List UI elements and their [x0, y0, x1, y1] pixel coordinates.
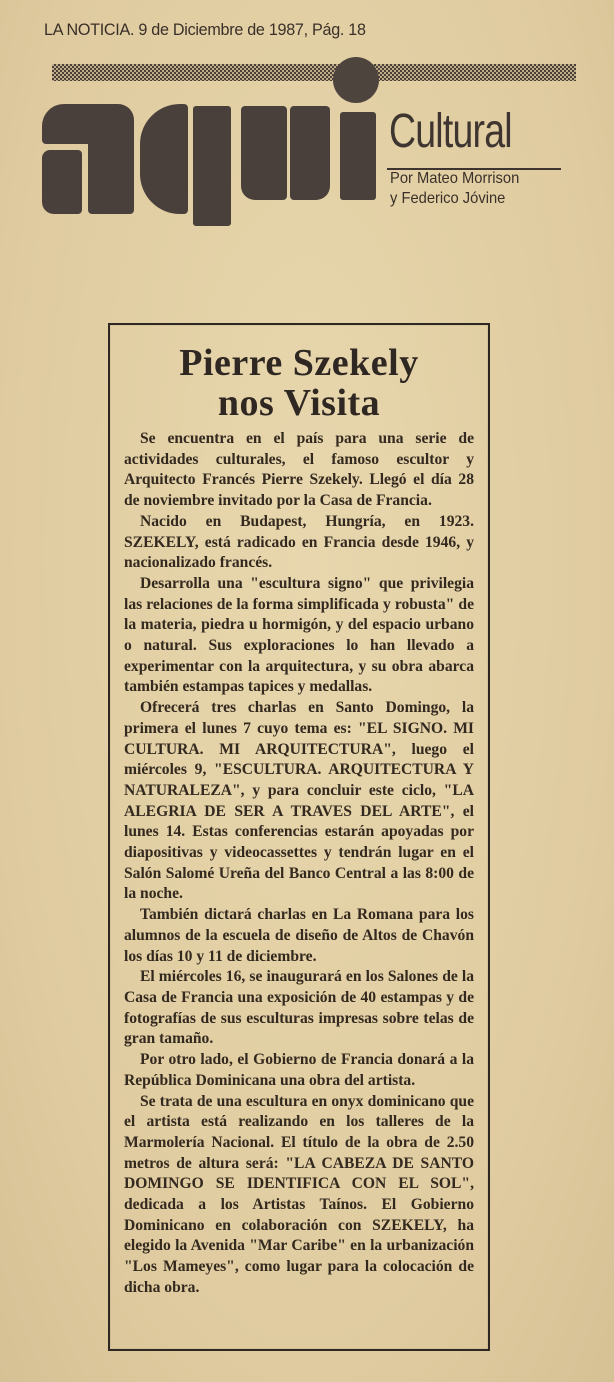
title-line-2: nos Visita [217, 382, 381, 424]
aqui-logo [42, 98, 382, 228]
byline-author-2: y Federico Jóvine [390, 190, 506, 207]
article-box [108, 323, 490, 1351]
dateline: LA NOTICIA. 9 de Diciembre de 1987, Pág. 18 [44, 20, 366, 39]
paragraph-4: Ofrecerá tres charlas en Santo Domingo, la primera el lunes 7 cuyo tema es: "EL SIGNO. MI CULTURA. MI ARQUITECTURA", luego el miércoles 9, "ESCULTURA. ARQUITECTURA Y NATURALEZA", y para concluir este ciclo, "LA ALEGRIA DE SER A TRAVES DEL ARTE", el lunes 14. Estas conferencias estarán apoyadas por diapositivas y videocassettes y tendrán lugar en el Salón Salomé Ureña del Banco Central a las 8:00 de la noche. [124, 699, 474, 903]
paragraph-8: Se trata de una escultura en onyx dominicano que el artista está realizando en los talleres de la Marmolería Nacional. El título de la obra de 2.50 metros de altura será: "LA CABEZA DE SANTO DOMINGO SE IDENTIFICA CON EL SOL", dedicada a los Artistas Taínos. El Gobierno Dominicano en colaboración con SZEKELY, ha elegido la Avenida "Mar Caribe" en la urbanización "Los Mameyes", como lugar para la colocación de dicha obra. [124, 1092, 474, 1296]
paragraph-2: Nacido en Budapest, Hungría, en 1923. SZEKELY, está radicado en Francia desde 1946, y nacionalizado francés. [124, 512, 474, 572]
paragraph-6: El miércoles 16, se inaugurará en los Salones de la Casa de Francia una exposición de 40 estampas y de fotografías de sus esculturas impresas sobre telas de gran tamaño. [124, 968, 474, 1048]
paragraph-1: Se encuentra en el país para una serie de actividades culturales, el famoso escultor y Arquitecto Francés Pierre Szekely. Llegó el día 28 de noviembre invitado por la Casa de Francia. [124, 430, 474, 510]
title-line-1: Pierre Szekely [179, 342, 419, 384]
checkered-banner-bar [52, 64, 576, 81]
byline-author-1: Por Mateo Morrison [390, 170, 520, 187]
section-title: Cultural [389, 105, 512, 158]
article-title [110, 343, 488, 423]
logo-dot [333, 57, 379, 103]
paragraph-7: Por otro lado, el Gobierno de Francia donará a la República Dominicana una obra del artista. [124, 1051, 474, 1089]
paragraph-5: También dictará charlas en La Romana para los alumnos de la escuela de diseño de Altos de Chavón los días 10 y 11 de diciembre. [124, 906, 474, 965]
article-body [110, 429, 488, 1299]
paragraph-3: Desarrolla una "escultura signo" que privilegia las relaciones de la forma simplificada y robusta" de la materia, piedra u hormigón, y del espacio urbano o natural. Sus exploraciones lo han llevado a experimentar con la arquitectura, y su obra abarca también estampas tapices y medallas. [124, 574, 474, 696]
